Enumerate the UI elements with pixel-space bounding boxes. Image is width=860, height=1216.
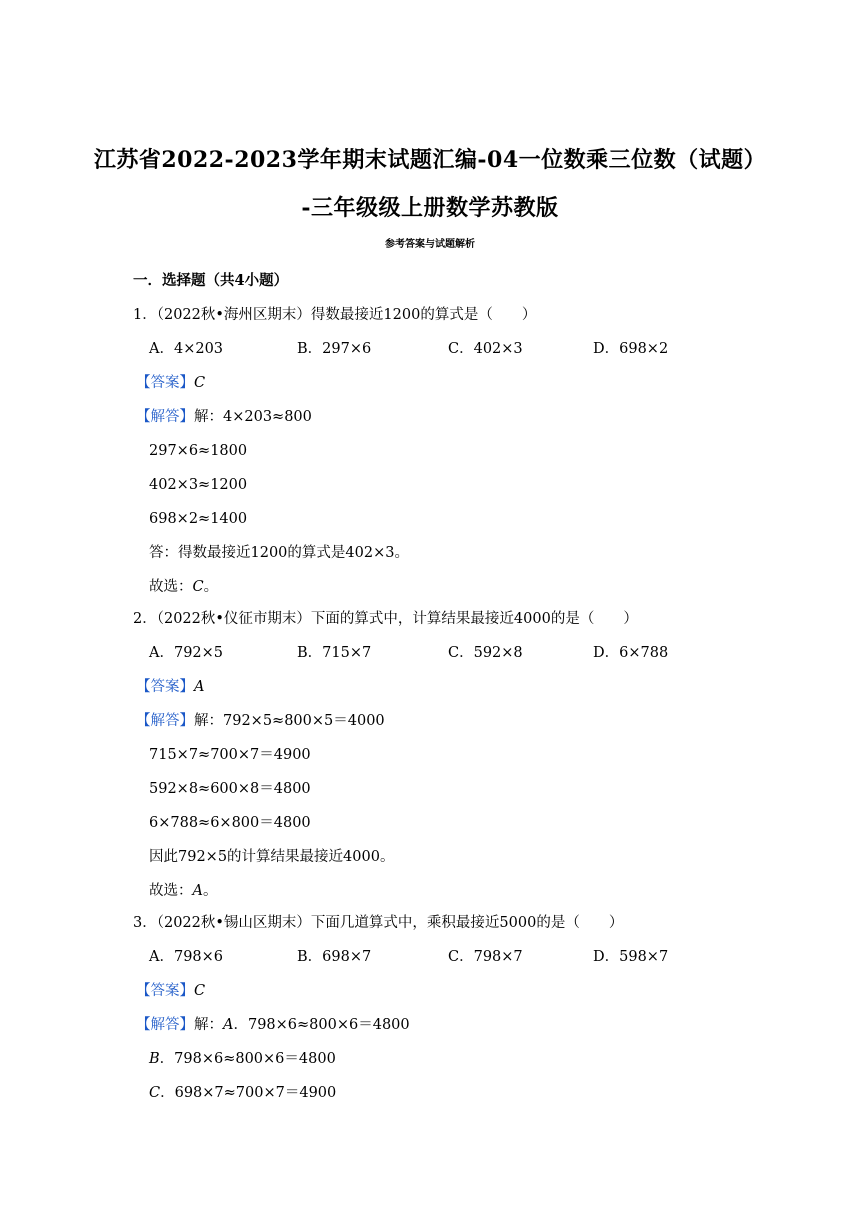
choice-letter: A: [192, 883, 203, 899]
choice-prefix: 故选：: [149, 579, 193, 595]
solution-line: 592×8≈600×8＝4800: [149, 781, 311, 797]
analysis-line: [136, 408, 312, 426]
analysis-tag: 【解答】: [136, 409, 194, 425]
solution-line: 6×788≈6×800＝4800: [149, 815, 311, 831]
solution-letter: A: [223, 1017, 234, 1033]
option-b: B．297×6: [297, 341, 372, 357]
solution-letter: C: [149, 1085, 161, 1101]
solution-line: 因此792×5的计算结果最接近4000。: [149, 849, 395, 865]
solution-line: 698×2≈1400: [149, 511, 248, 527]
choice-suffix: 。: [202, 883, 218, 899]
solution-text: 解：4×203≈800: [194, 409, 312, 425]
choice-line: [149, 882, 217, 900]
choice-line: [149, 578, 218, 596]
doc-title-line2: -三年级级上册数学苏教版: [301, 195, 559, 221]
option-a: A．4×203: [149, 341, 224, 357]
question-stem: 3．（2022秋•锡山区期末）下面几道算式中，乘积最接近5000的是（ ）: [133, 915, 624, 931]
analysis-tag: 【解答】: [136, 713, 194, 729]
section-heading: 一．选择题（共4小题）: [133, 272, 289, 289]
answer-value: A: [194, 679, 205, 695]
doc-title-line1: 江苏省2022-2023学年期末试题汇编-04一位数乘三位数（试题）: [93, 147, 767, 173]
solution-text: ．798×6≈800×6＝4800: [233, 1017, 410, 1033]
option-d: D．598×7: [593, 949, 669, 965]
solution-prefix: 解：: [194, 1017, 223, 1033]
answer-value: C: [194, 375, 206, 391]
solution-line: 297×6≈1800: [149, 443, 248, 459]
solution-line: 402×3≈1200: [149, 477, 248, 493]
question-stem: 2．（2022秋•仪征市期末）下面的算式中，计算结果最接近4000的是（ ）: [133, 611, 638, 627]
option-c: C．402×3: [448, 341, 523, 357]
solution-text: 解：792×5≈800×5＝4000: [194, 713, 385, 729]
answer-value: C: [194, 983, 206, 999]
option-c: C．592×8: [448, 645, 523, 661]
option-c: C．798×7: [448, 949, 523, 965]
analysis-line: [136, 712, 385, 730]
choice-letter: C: [192, 579, 204, 595]
option-d: D．6×788: [593, 645, 669, 661]
doc-subtitle: 参考答案与试题解析: [385, 239, 475, 250]
option-a: A．798×6: [149, 949, 224, 965]
solution-text: ．698×7≈700×7＝4900: [160, 1085, 337, 1101]
solution-line: [149, 1050, 336, 1068]
solution-letter: B: [149, 1051, 160, 1067]
analysis-tag: 【解答】: [136, 1017, 194, 1033]
question-stem: 1．（2022秋•海州区期末）得数最接近1200的算式是（ ）: [133, 307, 537, 323]
answer-line: [136, 678, 204, 696]
option-d: D．698×2: [593, 341, 669, 357]
answer-tag: 【答案】: [136, 375, 194, 391]
choice-suffix: 。: [203, 579, 219, 595]
choice-prefix: 故选：: [149, 883, 193, 899]
answer-tag: 【答案】: [136, 983, 194, 999]
answer-tag: 【答案】: [136, 679, 194, 695]
solution-text: ．798×6≈800×6＝4800: [159, 1051, 336, 1067]
option-b: B．715×7: [297, 645, 372, 661]
answer-line: [136, 982, 205, 1000]
analysis-line: [136, 1016, 410, 1034]
solution-line: 715×7≈700×7＝4900: [149, 747, 311, 763]
option-a: A．792×5: [149, 645, 224, 661]
solution-line: 答：得数最接近1200的算式是402×3。: [149, 545, 409, 561]
answer-line: [136, 374, 205, 392]
option-b: B．698×7: [297, 949, 372, 965]
solution-line: [149, 1084, 336, 1102]
